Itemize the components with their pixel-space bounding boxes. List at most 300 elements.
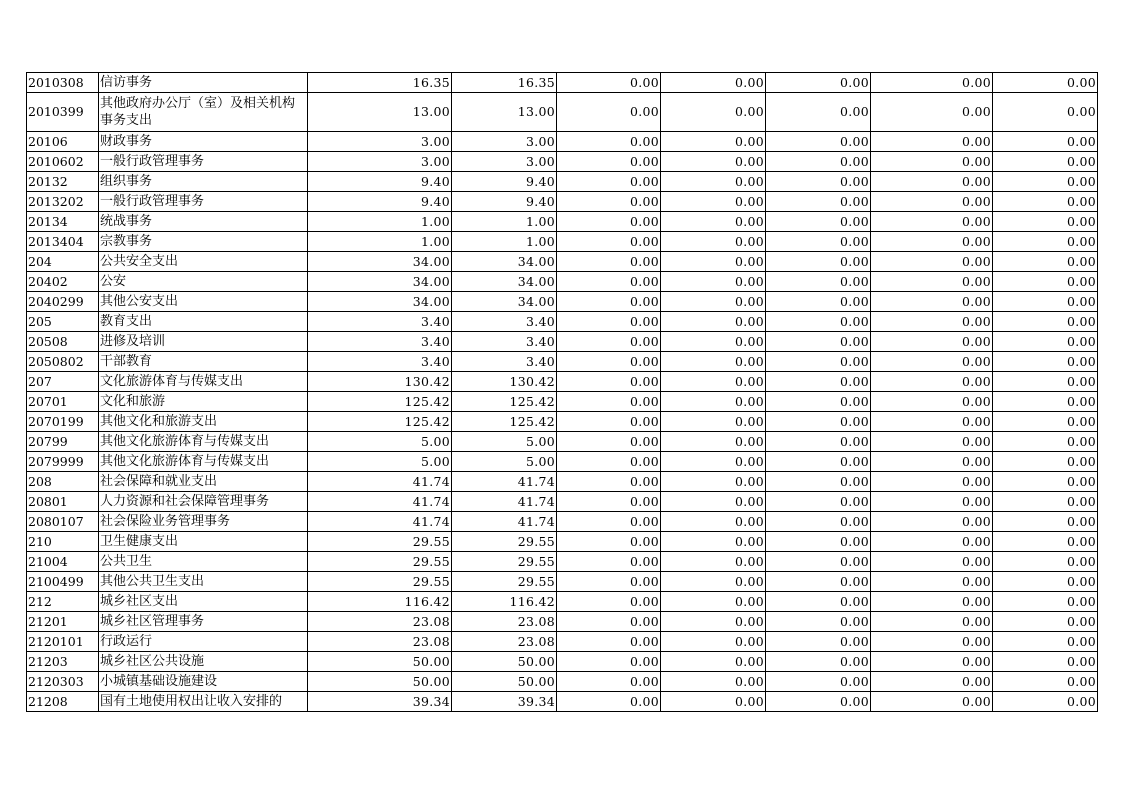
amount-cell: 23.08 (308, 612, 452, 632)
table-row (27, 512, 1098, 532)
amount-cell: 0.00 (766, 372, 871, 392)
subject-name-cell: 卫生健康支出 (99, 532, 308, 552)
amount-cell: 0.00 (661, 512, 766, 532)
amount-cell: 0.00 (993, 332, 1098, 352)
subject-code-cell: 20132 (27, 172, 99, 192)
amount-cell: 0.00 (871, 552, 993, 572)
amount-cell: 0.00 (766, 532, 871, 552)
amount-cell: 0.00 (871, 692, 993, 712)
amount-cell: 0.00 (557, 452, 661, 472)
table-row (27, 212, 1098, 232)
amount-cell: 34.00 (308, 252, 452, 272)
amount-cell: 0.00 (993, 93, 1098, 132)
table-row (27, 672, 1098, 692)
subject-code-cell: 2013404 (27, 232, 99, 252)
amount-cell: 1.00 (308, 212, 452, 232)
amount-cell: 0.00 (766, 152, 871, 172)
amount-cell: 125.42 (308, 392, 452, 412)
amount-cell: 130.42 (308, 372, 452, 392)
subject-name-cell: 城乡社区管理事务 (99, 612, 308, 632)
subject-name-cell: 国有土地使用权出让收入安排的 (99, 692, 308, 712)
amount-cell: 0.00 (871, 292, 993, 312)
subject-code-cell: 2080107 (27, 512, 99, 532)
amount-cell: 0.00 (766, 472, 871, 492)
amount-cell: 0.00 (661, 592, 766, 612)
amount-cell: 0.00 (557, 192, 661, 212)
amount-cell: 0.00 (766, 692, 871, 712)
subject-code-cell: 2010399 (27, 93, 99, 132)
amount-cell: 0.00 (766, 352, 871, 372)
subject-name-cell: 行政运行 (99, 632, 308, 652)
amount-cell: 41.74 (308, 492, 452, 512)
subject-code-cell: 2040299 (27, 292, 99, 312)
amount-cell: 34.00 (452, 272, 557, 292)
table-row (27, 252, 1098, 272)
amount-cell: 1.00 (452, 212, 557, 232)
amount-cell: 0.00 (871, 152, 993, 172)
amount-cell: 3.00 (452, 132, 557, 152)
subject-name-cell: 城乡社区支出 (99, 592, 308, 612)
amount-cell: 16.35 (452, 73, 557, 93)
amount-cell: 0.00 (766, 252, 871, 272)
amount-cell: 0.00 (766, 572, 871, 592)
amount-cell: 0.00 (993, 512, 1098, 532)
subject-name-cell: 一般行政管理事务 (99, 152, 308, 172)
amount-cell: 50.00 (452, 652, 557, 672)
amount-cell: 0.00 (661, 652, 766, 672)
amount-cell: 0.00 (557, 472, 661, 492)
subject-name-cell: 教育支出 (99, 312, 308, 332)
amount-cell: 3.40 (308, 332, 452, 352)
amount-cell: 0.00 (993, 132, 1098, 152)
amount-cell: 0.00 (766, 312, 871, 332)
amount-cell: 0.00 (557, 612, 661, 632)
amount-cell: 0.00 (557, 672, 661, 692)
amount-cell: 0.00 (661, 492, 766, 512)
amount-cell: 41.74 (452, 512, 557, 532)
amount-cell: 0.00 (766, 552, 871, 572)
amount-cell: 29.55 (308, 572, 452, 592)
amount-cell: 0.00 (993, 172, 1098, 192)
amount-cell: 34.00 (452, 252, 557, 272)
subject-code-cell: 2079999 (27, 452, 99, 472)
amount-cell: 0.00 (993, 532, 1098, 552)
amount-cell: 0.00 (557, 352, 661, 372)
amount-cell: 0.00 (871, 572, 993, 592)
subject-name-cell: 干部教育 (99, 352, 308, 372)
amount-cell: 0.00 (993, 232, 1098, 252)
amount-cell: 0.00 (766, 73, 871, 93)
subject-name-cell: 文化旅游体育与传媒支出 (99, 372, 308, 392)
amount-cell: 50.00 (308, 652, 452, 672)
amount-cell: 1.00 (308, 232, 452, 252)
amount-cell: 0.00 (993, 432, 1098, 452)
amount-cell: 0.00 (993, 492, 1098, 512)
amount-cell: 9.40 (452, 192, 557, 212)
subject-code-cell: 20701 (27, 392, 99, 412)
amount-cell: 13.00 (308, 93, 452, 132)
amount-cell: 29.55 (452, 552, 557, 572)
amount-cell: 29.55 (308, 532, 452, 552)
table-row (27, 392, 1098, 412)
amount-cell: 0.00 (661, 272, 766, 292)
amount-cell: 0.00 (871, 452, 993, 472)
amount-cell: 34.00 (308, 272, 452, 292)
amount-cell: 29.55 (452, 572, 557, 592)
amount-cell: 0.00 (661, 572, 766, 592)
amount-cell: 0.00 (557, 512, 661, 532)
subject-name-cell: 城乡社区公共设施 (99, 652, 308, 672)
amount-cell: 0.00 (661, 352, 766, 372)
amount-cell: 0.00 (871, 232, 993, 252)
table-row (27, 572, 1098, 592)
amount-cell: 41.74 (308, 472, 452, 492)
amount-cell: 0.00 (661, 472, 766, 492)
amount-cell: 0.00 (661, 252, 766, 272)
amount-cell: 0.00 (871, 132, 993, 152)
amount-cell: 0.00 (661, 632, 766, 652)
amount-cell: 0.00 (557, 392, 661, 412)
amount-cell: 0.00 (661, 132, 766, 152)
amount-cell: 0.00 (766, 232, 871, 252)
amount-cell: 0.00 (993, 152, 1098, 172)
amount-cell: 13.00 (452, 93, 557, 132)
amount-cell: 23.08 (308, 632, 452, 652)
subject-code-cell: 212 (27, 592, 99, 612)
amount-cell: 0.00 (871, 652, 993, 672)
table-row (27, 312, 1098, 332)
amount-cell: 0.00 (557, 692, 661, 712)
table-row (27, 132, 1098, 152)
amount-cell: 0.00 (557, 212, 661, 232)
subject-code-cell: 2010602 (27, 152, 99, 172)
amount-cell: 0.00 (871, 272, 993, 292)
amount-cell: 0.00 (993, 392, 1098, 412)
amount-cell: 3.00 (308, 152, 452, 172)
amount-cell: 0.00 (871, 73, 993, 93)
amount-cell: 3.40 (308, 352, 452, 372)
amount-cell: 0.00 (557, 592, 661, 612)
amount-cell: 0.00 (661, 232, 766, 252)
subject-code-cell: 2013202 (27, 192, 99, 212)
amount-cell: 0.00 (766, 93, 871, 132)
amount-cell: 125.42 (308, 412, 452, 432)
amount-cell: 0.00 (766, 452, 871, 472)
subject-code-cell: 207 (27, 372, 99, 392)
amount-cell: 3.40 (452, 312, 557, 332)
amount-cell: 0.00 (871, 172, 993, 192)
table-row (27, 472, 1098, 492)
table-row (27, 592, 1098, 612)
budget-table (26, 72, 1098, 712)
amount-cell: 0.00 (871, 352, 993, 372)
amount-cell: 0.00 (871, 332, 993, 352)
amount-cell: 0.00 (766, 212, 871, 232)
amount-cell: 9.40 (308, 192, 452, 212)
amount-cell: 5.00 (308, 452, 452, 472)
amount-cell: 0.00 (661, 532, 766, 552)
amount-cell: 0.00 (766, 392, 871, 412)
amount-cell: 0.00 (557, 492, 661, 512)
amount-cell: 16.35 (308, 73, 452, 93)
amount-cell: 125.42 (452, 392, 557, 412)
subject-code-cell: 20106 (27, 132, 99, 152)
amount-cell: 0.00 (557, 572, 661, 592)
amount-cell: 0.00 (661, 172, 766, 192)
amount-cell: 116.42 (452, 592, 557, 612)
table-row (27, 412, 1098, 432)
amount-cell: 0.00 (871, 392, 993, 412)
amount-cell: 0.00 (871, 372, 993, 392)
table-row (27, 272, 1098, 292)
subject-code-cell: 204 (27, 252, 99, 272)
subject-name-cell: 小城镇基础设施建设 (99, 672, 308, 692)
amount-cell: 0.00 (993, 192, 1098, 212)
amount-cell: 41.74 (452, 472, 557, 492)
table-row (27, 452, 1098, 472)
table-row (27, 332, 1098, 352)
table-row (27, 692, 1098, 712)
amount-cell: 5.00 (452, 452, 557, 472)
amount-cell: 0.00 (993, 472, 1098, 492)
amount-cell: 34.00 (308, 292, 452, 312)
amount-cell: 41.74 (308, 512, 452, 532)
amount-cell: 1.00 (452, 232, 557, 252)
amount-cell: 0.00 (993, 212, 1098, 232)
table-row (27, 532, 1098, 552)
subject-name-cell: 其他文化和旅游支出 (99, 412, 308, 432)
amount-cell: 0.00 (661, 212, 766, 232)
amount-cell: 0.00 (661, 292, 766, 312)
table-row (27, 73, 1098, 93)
amount-cell: 0.00 (557, 632, 661, 652)
amount-cell: 0.00 (557, 232, 661, 252)
amount-cell: 23.08 (452, 632, 557, 652)
amount-cell: 0.00 (871, 512, 993, 532)
amount-cell: 3.00 (308, 132, 452, 152)
amount-cell: 0.00 (557, 132, 661, 152)
amount-cell: 0.00 (766, 432, 871, 452)
amount-cell: 0.00 (871, 212, 993, 232)
amount-cell: 41.74 (452, 492, 557, 512)
amount-cell: 0.00 (661, 692, 766, 712)
subject-name-cell: 宗教事务 (99, 232, 308, 252)
table-row (27, 492, 1098, 512)
amount-cell: 0.00 (661, 432, 766, 452)
amount-cell: 50.00 (452, 672, 557, 692)
subject-name-cell: 其他政府办公厅（室）及相关机构事务支出 (99, 93, 308, 132)
amount-cell: 0.00 (661, 73, 766, 93)
amount-cell: 0.00 (871, 252, 993, 272)
amount-cell: 9.40 (452, 172, 557, 192)
table-row (27, 292, 1098, 312)
amount-cell: 0.00 (993, 652, 1098, 672)
amount-cell: 0.00 (661, 312, 766, 332)
subject-code-cell: 2120303 (27, 672, 99, 692)
subject-name-cell: 公共卫生 (99, 552, 308, 572)
subject-code-cell: 2010308 (27, 73, 99, 93)
subject-name-cell: 统战事务 (99, 212, 308, 232)
table-row (27, 432, 1098, 452)
amount-cell: 0.00 (557, 332, 661, 352)
table-row (27, 612, 1098, 632)
amount-cell: 0.00 (766, 512, 871, 532)
amount-cell: 0.00 (557, 412, 661, 432)
amount-cell: 3.40 (452, 352, 557, 372)
subject-name-cell: 公共安全支出 (99, 252, 308, 272)
amount-cell: 0.00 (871, 532, 993, 552)
amount-cell: 29.55 (452, 532, 557, 552)
amount-cell: 0.00 (993, 552, 1098, 572)
amount-cell: 0.00 (993, 692, 1098, 712)
amount-cell: 130.42 (452, 372, 557, 392)
amount-cell: 0.00 (993, 372, 1098, 392)
table-row (27, 152, 1098, 172)
amount-cell: 0.00 (557, 252, 661, 272)
amount-cell: 0.00 (661, 412, 766, 432)
amount-cell: 0.00 (557, 312, 661, 332)
subject-name-cell: 其他公共卫生支出 (99, 572, 308, 592)
table-row (27, 552, 1098, 572)
amount-cell: 50.00 (308, 672, 452, 692)
amount-cell: 0.00 (993, 352, 1098, 372)
subject-code-cell: 205 (27, 312, 99, 332)
subject-name-cell: 财政事务 (99, 132, 308, 152)
table-row (27, 372, 1098, 392)
amount-cell: 0.00 (993, 73, 1098, 93)
subject-name-cell: 一般行政管理事务 (99, 192, 308, 212)
subject-code-cell: 20508 (27, 332, 99, 352)
subject-name-cell: 文化和旅游 (99, 392, 308, 412)
subject-code-cell: 20134 (27, 212, 99, 232)
subject-code-cell: 20801 (27, 492, 99, 512)
amount-cell: 9.40 (308, 172, 452, 192)
amount-cell: 0.00 (993, 632, 1098, 652)
amount-cell: 0.00 (661, 332, 766, 352)
amount-cell: 0.00 (766, 192, 871, 212)
amount-cell: 0.00 (557, 372, 661, 392)
amount-cell: 0.00 (766, 592, 871, 612)
subject-name-cell: 人力资源和社会保障管理事务 (99, 492, 308, 512)
subject-name-cell: 信访事务 (99, 73, 308, 93)
subject-name-cell: 进修及培训 (99, 332, 308, 352)
amount-cell: 0.00 (661, 93, 766, 132)
amount-cell: 0.00 (871, 492, 993, 512)
amount-cell: 0.00 (871, 632, 993, 652)
subject-code-cell: 210 (27, 532, 99, 552)
amount-cell: 0.00 (557, 272, 661, 292)
table-row (27, 632, 1098, 652)
table-row (27, 192, 1098, 212)
subject-name-cell: 其他文化旅游体育与传媒支出 (99, 432, 308, 452)
subject-code-cell: 20799 (27, 432, 99, 452)
amount-cell: 0.00 (661, 452, 766, 472)
subject-code-cell: 2050802 (27, 352, 99, 372)
table-row (27, 352, 1098, 372)
amount-cell: 3.40 (308, 312, 452, 332)
amount-cell: 0.00 (661, 672, 766, 692)
amount-cell: 0.00 (993, 592, 1098, 612)
amount-cell: 0.00 (661, 152, 766, 172)
amount-cell: 0.00 (766, 132, 871, 152)
subject-code-cell: 21201 (27, 612, 99, 632)
amount-cell: 0.00 (766, 292, 871, 312)
amount-cell: 0.00 (766, 672, 871, 692)
amount-cell: 0.00 (993, 672, 1098, 692)
amount-cell: 3.00 (452, 152, 557, 172)
amount-cell: 0.00 (871, 432, 993, 452)
amount-cell: 0.00 (871, 412, 993, 432)
table-row (27, 93, 1098, 132)
amount-cell: 0.00 (993, 572, 1098, 592)
amount-cell: 0.00 (557, 532, 661, 552)
amount-cell: 0.00 (661, 392, 766, 412)
amount-cell: 3.40 (452, 332, 557, 352)
amount-cell: 0.00 (557, 652, 661, 672)
amount-cell: 0.00 (766, 492, 871, 512)
subject-code-cell: 20402 (27, 272, 99, 292)
subject-name-cell: 公安 (99, 272, 308, 292)
amount-cell: 0.00 (766, 612, 871, 632)
amount-cell: 0.00 (871, 192, 993, 212)
amount-cell: 0.00 (766, 412, 871, 432)
amount-cell: 0.00 (871, 472, 993, 492)
amount-cell: 0.00 (661, 372, 766, 392)
subject-code-cell: 21203 (27, 652, 99, 672)
amount-cell: 0.00 (993, 272, 1098, 292)
amount-cell: 0.00 (993, 412, 1098, 432)
amount-cell: 39.34 (452, 692, 557, 712)
amount-cell: 0.00 (557, 292, 661, 312)
amount-cell: 125.42 (452, 412, 557, 432)
amount-cell: 5.00 (452, 432, 557, 452)
subject-name-cell: 其他公安支出 (99, 292, 308, 312)
amount-cell: 0.00 (766, 172, 871, 192)
amount-cell: 0.00 (993, 612, 1098, 632)
amount-cell: 0.00 (557, 93, 661, 132)
subject-code-cell: 2120101 (27, 632, 99, 652)
subject-name-cell: 社会保障和就业支出 (99, 472, 308, 492)
amount-cell: 0.00 (871, 592, 993, 612)
amount-cell: 0.00 (557, 152, 661, 172)
subject-name-cell: 组织事务 (99, 172, 308, 192)
amount-cell: 0.00 (766, 652, 871, 672)
amount-cell: 0.00 (871, 312, 993, 332)
subject-code-cell: 21004 (27, 552, 99, 572)
subject-code-cell: 208 (27, 472, 99, 492)
amount-cell: 39.34 (308, 692, 452, 712)
amount-cell: 0.00 (993, 292, 1098, 312)
table-row (27, 652, 1098, 672)
subject-code-cell: 2070199 (27, 412, 99, 432)
amount-cell: 29.55 (308, 552, 452, 572)
subject-name-cell: 其他文化旅游体育与传媒支出 (99, 452, 308, 472)
subject-code-cell: 2100499 (27, 572, 99, 592)
amount-cell: 0.00 (871, 612, 993, 632)
amount-cell: 0.00 (993, 312, 1098, 332)
amount-cell: 0.00 (557, 432, 661, 452)
amount-cell: 116.42 (308, 592, 452, 612)
amount-cell: 0.00 (661, 552, 766, 572)
budget-table-body (27, 73, 1098, 712)
amount-cell: 0.00 (766, 272, 871, 292)
amount-cell: 0.00 (661, 612, 766, 632)
amount-cell: 0.00 (871, 93, 993, 132)
amount-cell: 34.00 (452, 292, 557, 312)
subject-code-cell: 21208 (27, 692, 99, 712)
subject-name-cell: 社会保险业务管理事务 (99, 512, 308, 532)
amount-cell: 23.08 (452, 612, 557, 632)
